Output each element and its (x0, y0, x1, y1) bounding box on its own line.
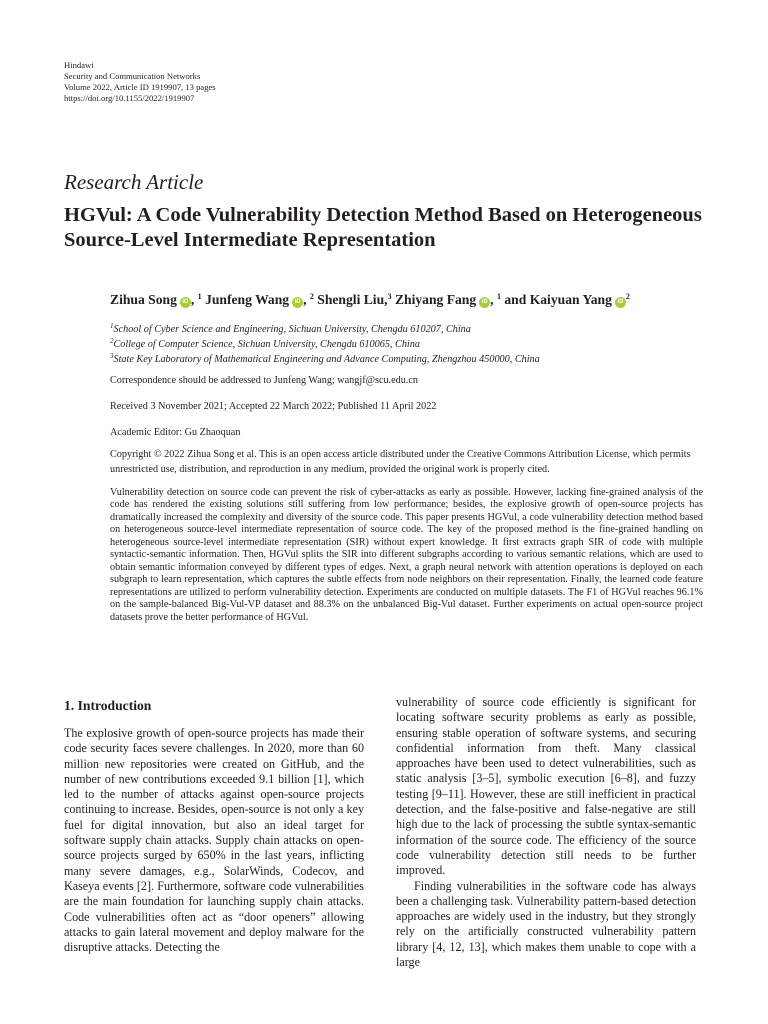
author[interactable]: Zihua Song iD , $^1$ (110, 292, 202, 307)
doi-link[interactable]: https://doi.org/10.1155/2022/1919907 (64, 93, 195, 103)
author-name: Zhiyang Fang (394, 292, 477, 307)
author[interactable] (504, 292, 630, 308)
affiliation-marker: 2 (625, 292, 630, 301)
academic-editor: Academic Editor: Gu Zhaoquan (110, 427, 241, 438)
body-paragraph: The explosive growth of open-source projects has made their code security faces severe challenges. In 2020, more than 60 million new repositories were created on GitHub, and the number of new contributions exceeded 9.1 billion [1], which led to the number of attacks against open-source projects continuing to increase. Besides, open-source is not only a key fuel for digital innovation, but also an ideal target for software supply chain attacks. Supply chain attacks on open-source projects surged by 650% in the last years, inflicting many severe damages, e.g., SolarWinds, Codecov, and Kaseya events [2]. Furthermore, software code vulnerabilities are the main foundation for launching supply chain attacks. Code vulnerabilities often act as “door openers” allowing attacks to gain lateral movement and deploy malware for the disruptive attacks. Detecting the (64, 726, 364, 955)
correspondence-note: Correspondence should be addressed to Junfeng Wang; wangjf@scu.edu.cn (110, 375, 418, 386)
affiliation: $^1$School of Cyber Science and Engineering, Sichuan University, Chengdu 610207, China (110, 322, 471, 335)
affiliation: $^2$College of Computer Science, Sichuan University, Chengdu 610065, China (110, 337, 420, 350)
copyright-notice: Copyright © 2022 Zihua Song et al. This is an open access article distributed under the Creative Commons Attribution License, which permits unrestricted use, distribution, and reproduction in any medium, provided the original work is properly cited. (110, 449, 691, 475)
affiliation-marker: 1 (197, 292, 202, 301)
author[interactable] (317, 292, 391, 308)
abstract: Vulnerability detection on source code can prevent the risk of cyber-attacks as early as possible. However, lacking fine-grained analysis of the code has rendered the existing solutions still suffering from low performance; besides, the explosive growth of open-source projects has dramatically increased the complexity and diversity of the source code. This paper presents HGVul, a code vulnerability detection method based on heterogeneous source-level intermediate representation of source code. The key of the proposed method is the fine-grained handling on heterogeneous source-level intermediate representation (SIR) without expert knowledge. It first extracts graph SIR of code with multiple syntactic-semantic information. Then, HGVul splits the SIR into different subgraphs according to various semantic relations, which are used to obtain semantic information conveyed by different types of edges. Next, a graph neural network with attention operations is deployed on each subgraph to learn representation, which captures the subtle effects from node neighbors on their representation. Finally, the learned code feature representations are utilized to perform vulnerability detection. Experiments are conducted on multiple datasets. The F1 of HGVul reaches 96.1% on the sample-balanced Big-Vul-VP dataset and 88.3% on the unbalanced Big-Vul dataset. Further experiments on actual open-source project datasets prove the better performance of HGVul. (110, 487, 703, 623)
author-name: Junfeng Wang (205, 292, 290, 307)
author-name: and Kaiyuan Yang (504, 292, 612, 307)
body-paragraph: Finding vulnerabilities in the software code has always been a challenging task. Vulnerability pattern-based detection approaches are widely used in the industry, but they strongly rely on the artificially constructed vulnerability pattern library [4, 12, 13], which makes them unable to cope with a large (396, 878, 696, 970)
journal-name: Security and Communication Networks (64, 71, 201, 81)
author-name: Zihua Song (110, 292, 177, 307)
orcid-icon[interactable]: iD (292, 297, 303, 308)
body-paragraph: vulnerability of source code efficiently is significant for locating software security problems as early as possible, ensuring stable operation of software systems, and securing confidential information from theft. Many classical approaches have been used to detect vulnerabilities, such as static analysis [3–5], symbolic execution [6–8], and fuzzy testing [9–11]. However, these are still inefficient in practical detection, and the false-positive and false-negative are still high due to the lack of processing the subtle syntax-semantic information of the source code. The efficiency of the source code vulnerability detection still needs to be further improved. (396, 695, 696, 878)
publication-info (64, 60, 216, 104)
affiliation-marker: 3 (387, 292, 392, 301)
article-dates: Received 3 November 2021; Accepted 22 March 2022; Published 11 April 2022 (110, 401, 437, 412)
author-list (110, 292, 630, 308)
publisher-name: Hindawi (64, 60, 94, 70)
article-title: HGVul: A Code Vulnerability Detection Method Based on Heterogeneous Source-Level Intermediate Representation (64, 204, 702, 251)
left-column (64, 726, 364, 955)
orcid-icon[interactable]: iD (615, 297, 626, 308)
affiliation-marker: 1 (496, 292, 501, 301)
section-heading: 1. Introduction (64, 698, 152, 713)
orcid-icon[interactable]: iD (180, 297, 191, 308)
orcid-icon[interactable]: iD (479, 297, 490, 308)
affiliation-marker: 2 (309, 292, 314, 301)
article-type: Research Article (64, 170, 204, 194)
author[interactable]: Zhiyang Fang iD , $^1$ (394, 292, 501, 307)
author-name: Shengli Liu, (317, 292, 388, 307)
author[interactable]: Junfeng Wang iD , $^2$ (205, 292, 314, 307)
affiliation-list (110, 322, 540, 367)
right-column (396, 695, 696, 970)
volume-info: Volume 2022, Article ID 1919907, 13 pages (64, 82, 216, 92)
affiliation: $^3$State Key Laboratory of Mathematical Engineering and Advance Computing, Zhengzhou 450000, China (110, 352, 540, 365)
